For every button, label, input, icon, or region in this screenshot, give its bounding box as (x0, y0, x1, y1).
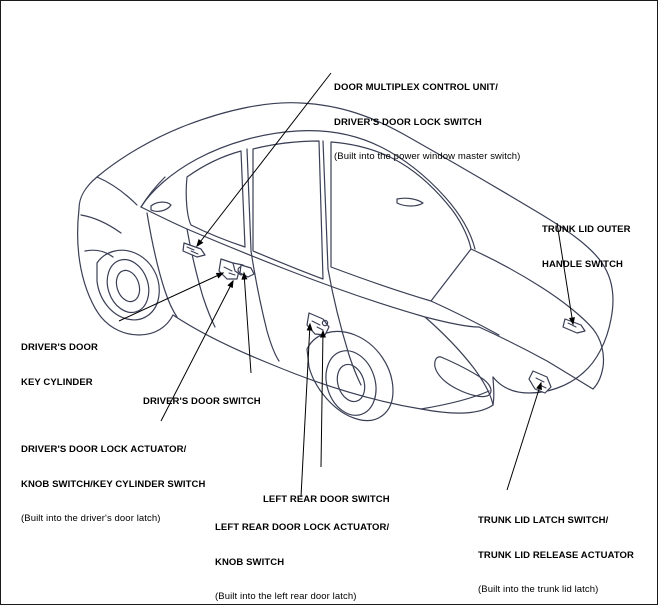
callout-line: TRUNK LID LATCH SWITCH/ (478, 515, 609, 526)
roof-detail (397, 198, 423, 206)
callout-line: TRUNK LID RELEASE ACTUATOR (478, 549, 635, 561)
callout-line: LEFT REAR DOOR LOCK ACTUATOR/ (215, 522, 390, 533)
rear-door-shutline-rear (251, 251, 279, 361)
callout-trunk-lid-latch-switch (478, 492, 634, 605)
callout-line: KEY CYLINDER (21, 376, 93, 388)
rear-wheel-arch (307, 331, 393, 420)
hood-edge (97, 177, 137, 205)
component-drivers-door-switch (240, 265, 254, 277)
tail-light (435, 357, 491, 397)
callout-line: DRIVER'S DOOR LOCK ACTUATOR/ (21, 444, 187, 455)
front-wheel-hub (113, 267, 144, 304)
leader-line-drivers-door-key-cylinder (119, 273, 223, 321)
side-mirror (151, 202, 171, 211)
callout-door-multiplex-control-unit (334, 59, 520, 186)
callout-line: DRIVER'S DOOR LOCK SWITCH (334, 116, 482, 128)
callout-line: HANDLE SWITCH (542, 258, 623, 270)
leader-line-left-rear-door-switch (321, 331, 323, 467)
callout-line: (Built into the power window master switch) (334, 151, 521, 162)
callout-line: LEFT REAR DOOR SWITCH (263, 494, 390, 505)
callout-left-rear-door-lock-actuator (215, 499, 389, 605)
callout-line: KNOB SWITCH (215, 556, 285, 568)
leader-arrow-drivers-door-lock-actuator (228, 281, 233, 287)
fender-line (81, 215, 121, 233)
rear-wheel (318, 344, 384, 422)
callout-drivers-door-lock-actuator (21, 421, 205, 548)
trunk-lid-side (593, 329, 604, 389)
rear-wheel-hub (333, 361, 369, 405)
c-pillar (323, 141, 328, 269)
callout-line: (Built into the left rear door latch) (215, 591, 357, 602)
leader-line-drivers-door-switch (244, 273, 251, 373)
leader-arrow-drivers-door-key-cylinder (217, 273, 223, 278)
callout-line: DOOR MULTIPLEX CONTROL UNIT/ (334, 82, 498, 93)
rear-door-window (253, 141, 323, 279)
component-door-multiplex-control-unit (183, 243, 205, 257)
callout-line: TRUNK LID OUTER (542, 224, 631, 235)
rear-bumper-line (421, 391, 489, 409)
callout-trunk-lid-outer-handle-switch (542, 201, 631, 293)
b-pillar (247, 149, 251, 250)
leader-line-trunk-lid-latch-switch (507, 383, 541, 490)
callout-line: (Built into the driver's door latch) (21, 513, 161, 524)
callout-line: KNOB SWITCH/KEY CYLINDER SWITCH (21, 478, 206, 490)
callout-line: (Built into the trunk lid latch) (478, 584, 599, 595)
front-end-outline (78, 209, 173, 335)
callout-line: DRIVER'S DOOR SWITCH (143, 396, 261, 407)
callout-drivers-door-key-cylinder (21, 319, 98, 411)
front-wheel-arch (97, 250, 159, 320)
rear-deck-line (431, 301, 499, 335)
rear-lower-corner (493, 377, 494, 405)
component-trunk-lid-latch-switch (529, 371, 551, 393)
callout-line: DRIVER'S DOOR (21, 342, 98, 353)
